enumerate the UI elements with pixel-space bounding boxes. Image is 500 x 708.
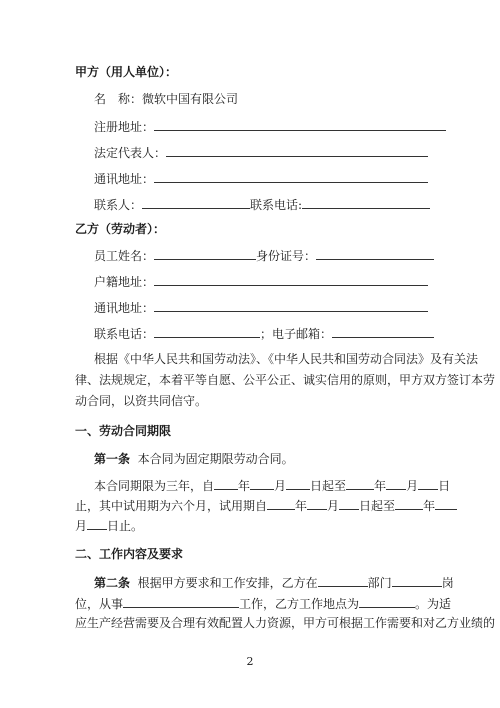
article-2-line-3: 应生产经营需要及合理有效配置人力资源，甲方可根据工作需要和对乙方业绩的 xyxy=(75,616,496,630)
name-label: 名 称： xyxy=(94,92,143,106)
text: 止，其中试用期为六个月，试用期自 xyxy=(75,499,268,513)
text: 月 xyxy=(406,479,419,493)
article-1 xyxy=(94,452,294,467)
article-text: 本合同为固定期限劳动合同。 xyxy=(137,452,294,466)
department-blank[interactable] xyxy=(318,575,368,587)
location-blank[interactable] xyxy=(359,596,415,608)
reg-addr-blank[interactable] xyxy=(154,119,446,131)
hukou-label: 户籍地址： xyxy=(94,275,155,289)
page-number: 2 xyxy=(246,655,254,668)
article-2-line-1 xyxy=(94,575,454,591)
party-a-name-row xyxy=(94,92,238,107)
reg-addr-label: 注册地址： xyxy=(94,120,155,134)
text: 岗 xyxy=(441,576,454,590)
phone-blank[interactable] xyxy=(154,326,260,338)
id-blank[interactable] xyxy=(316,248,434,260)
text: 月 xyxy=(327,499,340,513)
contact-phone-label: 联系电话: xyxy=(250,198,303,212)
party-b-hukou-row xyxy=(94,274,428,290)
text: 日起至 xyxy=(359,499,396,513)
mail-addr-blank[interactable] xyxy=(154,300,428,312)
party-b-heading: 乙方（劳动者）： xyxy=(75,222,166,236)
day-blank[interactable] xyxy=(286,478,310,490)
text: 年 xyxy=(295,499,308,513)
day-blank[interactable] xyxy=(339,498,359,510)
text: 月 xyxy=(75,519,88,533)
party-a-legal-rep-row xyxy=(94,145,428,161)
contact-blank[interactable] xyxy=(142,197,250,209)
day-blank[interactable] xyxy=(87,518,107,530)
hukou-blank[interactable] xyxy=(154,274,428,286)
emp-name-blank[interactable] xyxy=(154,248,256,260)
text: 本合同期限为三年，自 xyxy=(94,479,215,493)
preamble-line: 动合同，以资共同信守。 xyxy=(75,394,208,408)
emp-name-label: 员工姓名： xyxy=(94,249,155,263)
contact-label: 联系人： xyxy=(94,198,143,212)
preamble-line: 根据《中华人民共和国劳动法》、《中华人民共和国劳动合同法》及有关法 xyxy=(94,352,479,366)
month-blank[interactable] xyxy=(307,498,327,510)
text: 工作，乙方工作地点为 xyxy=(239,597,360,611)
legal-rep-blank[interactable] xyxy=(166,145,428,157)
mail-addr-label: 通讯地址： xyxy=(94,172,155,186)
party-a-heading: 甲方（用人单位）： xyxy=(75,65,178,79)
party-a-mail-addr-row xyxy=(94,171,428,187)
id-label: 身份证号： xyxy=(256,249,317,263)
year-blank[interactable] xyxy=(395,498,423,510)
email-blank[interactable] xyxy=(332,326,434,338)
party-b-mail-addr-row xyxy=(94,300,428,316)
text: 部门 xyxy=(367,576,392,590)
year-blank[interactable] xyxy=(267,498,295,510)
month-blank[interactable] xyxy=(250,478,274,490)
text: 月 xyxy=(274,479,287,493)
party-a-contact-row xyxy=(94,197,430,213)
text: 日起至 xyxy=(310,479,347,493)
article-label: 第二条 xyxy=(94,576,131,590)
text: 。为适 xyxy=(415,597,452,611)
legal-rep-label: 法定代表人： xyxy=(94,146,167,160)
work-blank[interactable] xyxy=(123,596,239,608)
article-label: 第一条 xyxy=(94,452,131,466)
text: 位，从事 xyxy=(75,597,124,611)
article-2-line-2 xyxy=(75,596,451,612)
text: 根据甲方要求和工作安排，乙方在 xyxy=(137,576,318,590)
text: 日 xyxy=(438,479,451,493)
section-heading: 二、工作内容及要求 xyxy=(75,547,184,561)
text: 年 xyxy=(238,479,251,493)
section-heading: 一、劳动合同期限 xyxy=(75,424,172,438)
preamble-line: 律、法规规定，本着平等自愿、公平公正、诚实信用的原则，甲方双方签订本劳 xyxy=(75,373,496,387)
party-b-name-id-row xyxy=(94,248,434,264)
text: 年 xyxy=(423,499,436,513)
position-blank[interactable] xyxy=(392,575,442,587)
term-line-3 xyxy=(75,518,143,534)
term-line-2 xyxy=(75,498,457,514)
mail-addr-blank[interactable] xyxy=(154,171,428,183)
text: 日止。 xyxy=(107,519,144,533)
name-value: 微软中国有限公司 xyxy=(142,92,239,106)
term-line-1 xyxy=(94,478,450,494)
party-a-reg-addr-row xyxy=(94,119,446,135)
year-blank[interactable] xyxy=(346,478,374,490)
contact-phone-blank[interactable] xyxy=(302,197,430,209)
email-label: ；电子邮箱： xyxy=(260,327,333,341)
month-blank[interactable] xyxy=(386,478,406,490)
day-blank[interactable] xyxy=(418,478,438,490)
party-b-phone-email-row xyxy=(94,326,434,342)
mail-addr-label: 通讯地址： xyxy=(94,301,155,315)
month-blank[interactable] xyxy=(435,498,457,510)
phone-label: 联系电话： xyxy=(94,327,155,341)
year-blank[interactable] xyxy=(214,478,238,490)
text: 年 xyxy=(374,479,387,493)
